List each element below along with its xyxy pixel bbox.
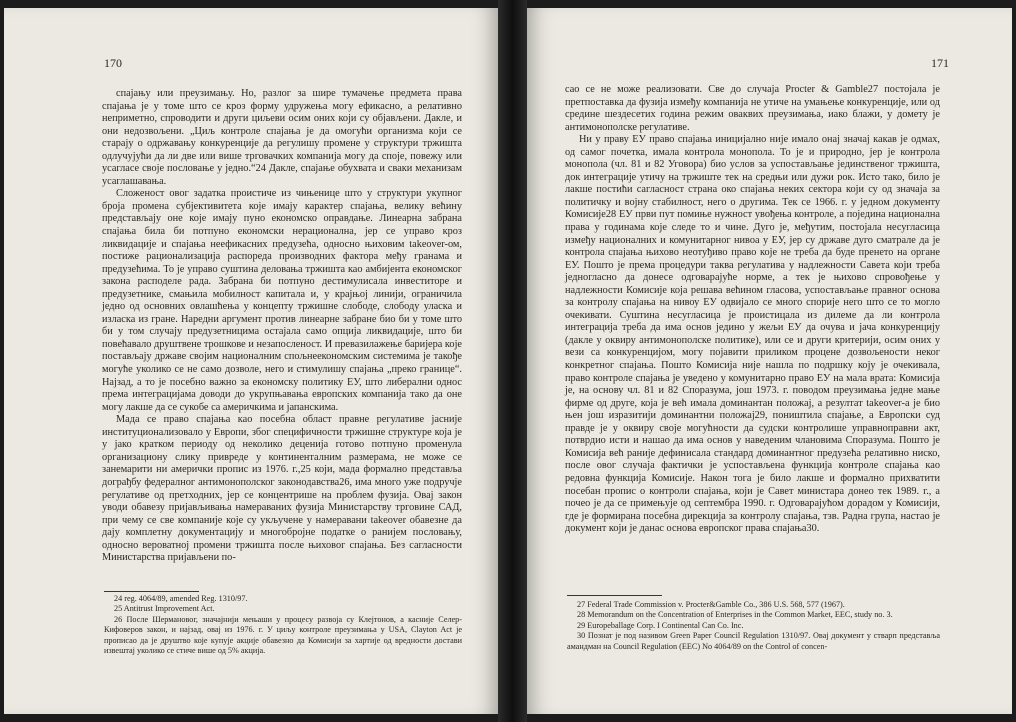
paragraph: Ни у праву ЕУ право спајања иницијално није имало онај значај какав је одмах, од самог почетка, имала контрола монопола. То је и природно, јер је контрола монопола (чл. 81 и 82 Уговора) био услов за успостављање јединственог тржишта, док интеграције утичу на тржиште тек на средњи или дужи рок. Исто тако, било је лакше постићи сагласност страна око спајања неких сектора који су од значаја за политичку и војну стабилност, него о другима. Тек се 1966. г. у једном документу Комисије28 ЕУ први пут помиње нужност увођења контроле, а поједина национална права у годинама које следе то и чине. Дуго је, међутим, постојала несугласица између националних и комунитарног нивоа у ЕУ, јер су државе дуго сматрале да је контрола спајања њихово неотуђиво право које не треба да буде пренето на органе ЕУ. Пошто је према процедури таква регулатива у надлежности Савета који треба једногласно да донесе одговарајуће норме, а тек је њихово спровођење у надлежности Комисије која решава већином гласова, успостављање правног основа за контролу спајања на нивоу ЕУ одвијало се много спорије него што се то могло очекивати. Суштина несугласица је проистицала из дилеме да ли контрола интеграција треба да има основ једино у жељи ЕУ да очува и јача конкуренцију (дакле у оквиру антимонополске политике), или се и други критерији, осим оних у вези са конкуренцијом, могу појавити приликом процене дозвољености неког конкретног спајања. Пошто Комисија није нашла по подршку коју је очекивала, право контроле спајања је уведено у комунитарно право ЕУ на мала врата: Комисија је, на основу чл. 81 и 82 Споразума, још 1973. г. поводом преузимања једне мање фирме од друге, која је већ имала доминантан положај, а резултат takeover-а је био њен још изразитији доминантни положај29, поништила спајање, а Европски суд правде је у оквиру своје могућности да судски контролише управноправни акт, потврдио исти и нашао да има основ у наведеним члановима Споразума. Пошто је Комисија већ раније дефинисала стандард доминантног предузећа релативно ниско, после овог случаја фактички је успостављена функција контроле спајања као редовна функција Комисије. Након тога је било лакше и формално прихватити посебан пропис о контроли спајања, који је Савет министара донео тек 1989. г., а почео је да се примењује од септембра 1990. г. Одговарајућом дорадом у Комисији, где је формирана посебна дирекција за контролу спајања, тзв. Радна група, настао је документ који је данас основа европског права спајања30. bbox=[565, 134, 940, 535]
right-page bbox=[527, 8, 1012, 714]
footnote: 26 После Шермановог, значајнији мењаши у процесу развоја су Клејтонов, а касније Селер-Кифоверов закон, и најзад, овај из 1976. г. У циљу контроле преузимања у USA, Clayton Act је прописао да је друштво које купује акције обавезно да Комисији за хартије од вредности достави извештај уколико се стиче више од 5% акција. bbox=[104, 614, 462, 656]
footnote: 25 Antitrust Improvement Act. bbox=[114, 604, 215, 614]
footnote: 27 Federal Trade Commission v. Procter&Gamble Co., 386 U.S. 568, 577 (1967). bbox=[577, 600, 845, 609]
book-gutter bbox=[498, 0, 527, 722]
footnote: 30 Познат је под називом Green Paper Council Regulation 1310/97. Овај документ у стварп представља амандман на Council Regulation (EEC) No 4064/89 on the Control of concen- bbox=[567, 631, 940, 651]
paragraph: спајању или преузимању. Но, разлог за шире тумачење предмета права спајања је у томе што се кроз форму удружења могу ефикасно, а релативно неприметно, спроводити и други циљеви осим оних који су објављени. Дакле, и они недозвољени. „Циљ контроле спајања је да омогући организма који се старају о одржавању конкуренције да регулишу промене у структури тржишта одлучујући да ли две или више трговачких компанија могу да споје, повежу или усагласе своје пословање у једно.“24 Дакле, спајање обухвата и сваки механизам усаглашавања. bbox=[102, 88, 462, 187]
footnote-rule bbox=[567, 595, 662, 596]
page-number: 171 bbox=[931, 56, 949, 70]
footnotes bbox=[104, 594, 462, 656]
paragraph: Мада се право спајања као посебна област правне регулативе јасније институционализовало у Европи, због специфичности тржишне структуре која је у јако кратком периоду од неколико деценија готово потпуно променула организациону слику привреде у континенталним размерама, не може се занемарити ни амерички пропис из 1976. г.,25 који, мада формално представља дограђбу федералног антимонополског законодавства26, има много уже подручје регулативе од претходних, јер се концентрише на проблем фузија. Овај закон уводи обавезу пријављивања намераваних фузија Министарству трговине САД, при чему се све компаније које су укључене у намеравани takeover обавезне да дају комплетну документацију и многобројне податке о ранијем пословању, односно вероватној промени тржишта после њиховог спајања. Без сагласности Министарства пријављени по- bbox=[102, 414, 462, 564]
footnote-rule bbox=[104, 591, 199, 592]
footnote: 28 Memorandum on the Concentration of Enterprises in the Common Market, EEC, study no. 3. bbox=[577, 610, 893, 620]
body-text bbox=[565, 84, 940, 536]
footnotes bbox=[567, 600, 940, 652]
paragraph: Сложеност овог задатка проистиче из чињенице што у структури укупног броја промена субјективитета које имају карактер спајања, велику већину представљају оне које имају пуно економско оправдање. Линеарна забрана спајања била би потпуно економски нерационална, јер се управо кроз ликвидације и спајања неефикасних предузећа, односно њиховим takeover-ом, постиже рационализација распореда производних фактора међу гранама и предузећима. То је управо суштина деловања тржишта као амбијента економског закона расподеле рада. Забрана би потпуно дестимулисала инвеститоре и предузетнике, смањила мобилност капитала и, у крајњој линији, ограничила једно од основних овлашћења у концепту тржишне слободе, слободу уласка и изласка из гране. Наредни аргумент против линеарне забране био би у томе што би у том случају предузетницима остајала само опција ликвидације, што би повећавало друштвене трошкове и незапосленост. И превазилажење баријера које постављају државе својим националним спољнеекономским системима је такође могуће уколико се не само дозволе, него и стимулишу спајања „преко границе“. Најзад, а то је посебно важно за економску политику ЕУ, што либерални однос према интеграцијама доводи до укрупњавања европских компанија тако да оне могу лакше да се сукобе са америчкима и јапанскима. bbox=[102, 188, 462, 413]
footnote: 29 Europeballage Corp. I Continental Can Co. Inc. bbox=[577, 620, 744, 630]
left-page bbox=[4, 8, 498, 714]
page-number: 170 bbox=[104, 56, 122, 70]
body-text bbox=[102, 88, 462, 565]
footnote: 24 reg. 4064/89, amended Reg. 1310/97. bbox=[114, 594, 248, 603]
paragraph: сао се не може реализовати. Све до случаја Procter & Gamble27 постојала је претпоставка да фузија између компанија не утиче на умањење конкуренције, или од средине шездесетих година режим оваквих преузимања, иако блажи, у домету је антимонополске регулативе. bbox=[565, 84, 940, 133]
